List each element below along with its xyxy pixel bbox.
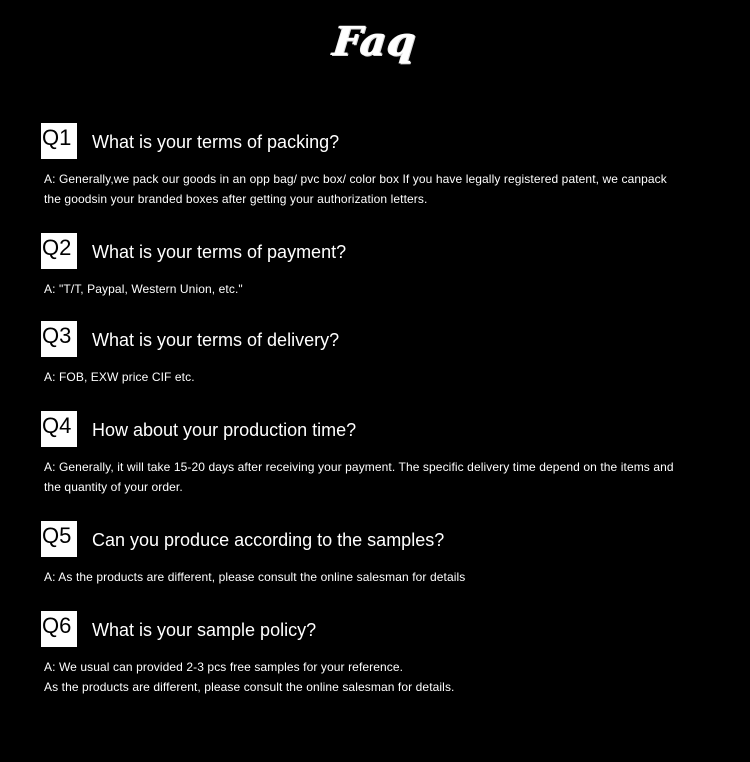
answer-line: As the products are different, please consult the online salesman for details. xyxy=(44,680,455,694)
faq-item-6 xyxy=(41,611,731,697)
question-row xyxy=(41,123,731,159)
answer-line: A: Generally,we pack our goods in an opp bag/ pvc box/ color box If you have legally registered patent, we canpack xyxy=(44,172,667,186)
question-row xyxy=(41,521,731,557)
faq-item-2 xyxy=(41,233,731,299)
answer-line: A: FOB, EXW price CIF etc. xyxy=(44,370,195,384)
answer-text xyxy=(41,657,731,697)
question-text: What is your terms of payment? xyxy=(92,242,347,262)
answer-line: A: Generally, it will take 15-20 days after receiving your payment. The specific delivery time depend on the items and xyxy=(44,460,674,474)
question-row xyxy=(41,321,731,357)
question-row xyxy=(41,233,731,269)
question-badge: Q6 xyxy=(41,611,77,647)
question-row xyxy=(41,411,731,447)
answer-line: A: As the products are different, please consult the online salesman for details xyxy=(44,570,466,584)
faq-item-3 xyxy=(41,321,731,387)
question-badge: Q1 xyxy=(41,123,77,159)
faq-item-1 xyxy=(41,123,731,209)
answer-text xyxy=(41,367,731,387)
answer-line: A: "T/T, Paypal, Western Union, etc." xyxy=(44,282,243,296)
question-badge: Q5 xyxy=(41,521,77,557)
question-badge: Q3 xyxy=(41,321,77,357)
answer-line: the quantity of your order. xyxy=(44,480,183,494)
faq-item-4 xyxy=(41,411,731,497)
question-text: What is your terms of delivery? xyxy=(92,330,340,350)
answer-text xyxy=(41,567,731,587)
question-text: Can you produce according to the samples? xyxy=(92,530,445,550)
answer-text xyxy=(41,169,731,209)
question-badge: Q4 xyxy=(41,411,77,447)
question-badge: Q2 xyxy=(41,233,77,269)
question-row xyxy=(41,611,731,647)
answer-text xyxy=(41,457,731,497)
answer-line: the goodsin your branded boxes after getting your authorization letters. xyxy=(44,192,428,206)
question-text: How about your production time? xyxy=(92,420,357,440)
question-text: What is your sample policy? xyxy=(92,620,317,640)
question-text: What is your terms of packing? xyxy=(92,132,340,152)
answer-line: A: We usual can provided 2-3 pcs free samples for your reference. xyxy=(44,660,404,674)
page-title: Faq xyxy=(330,18,420,65)
faq-item-5 xyxy=(41,521,731,587)
answer-text xyxy=(41,279,731,299)
